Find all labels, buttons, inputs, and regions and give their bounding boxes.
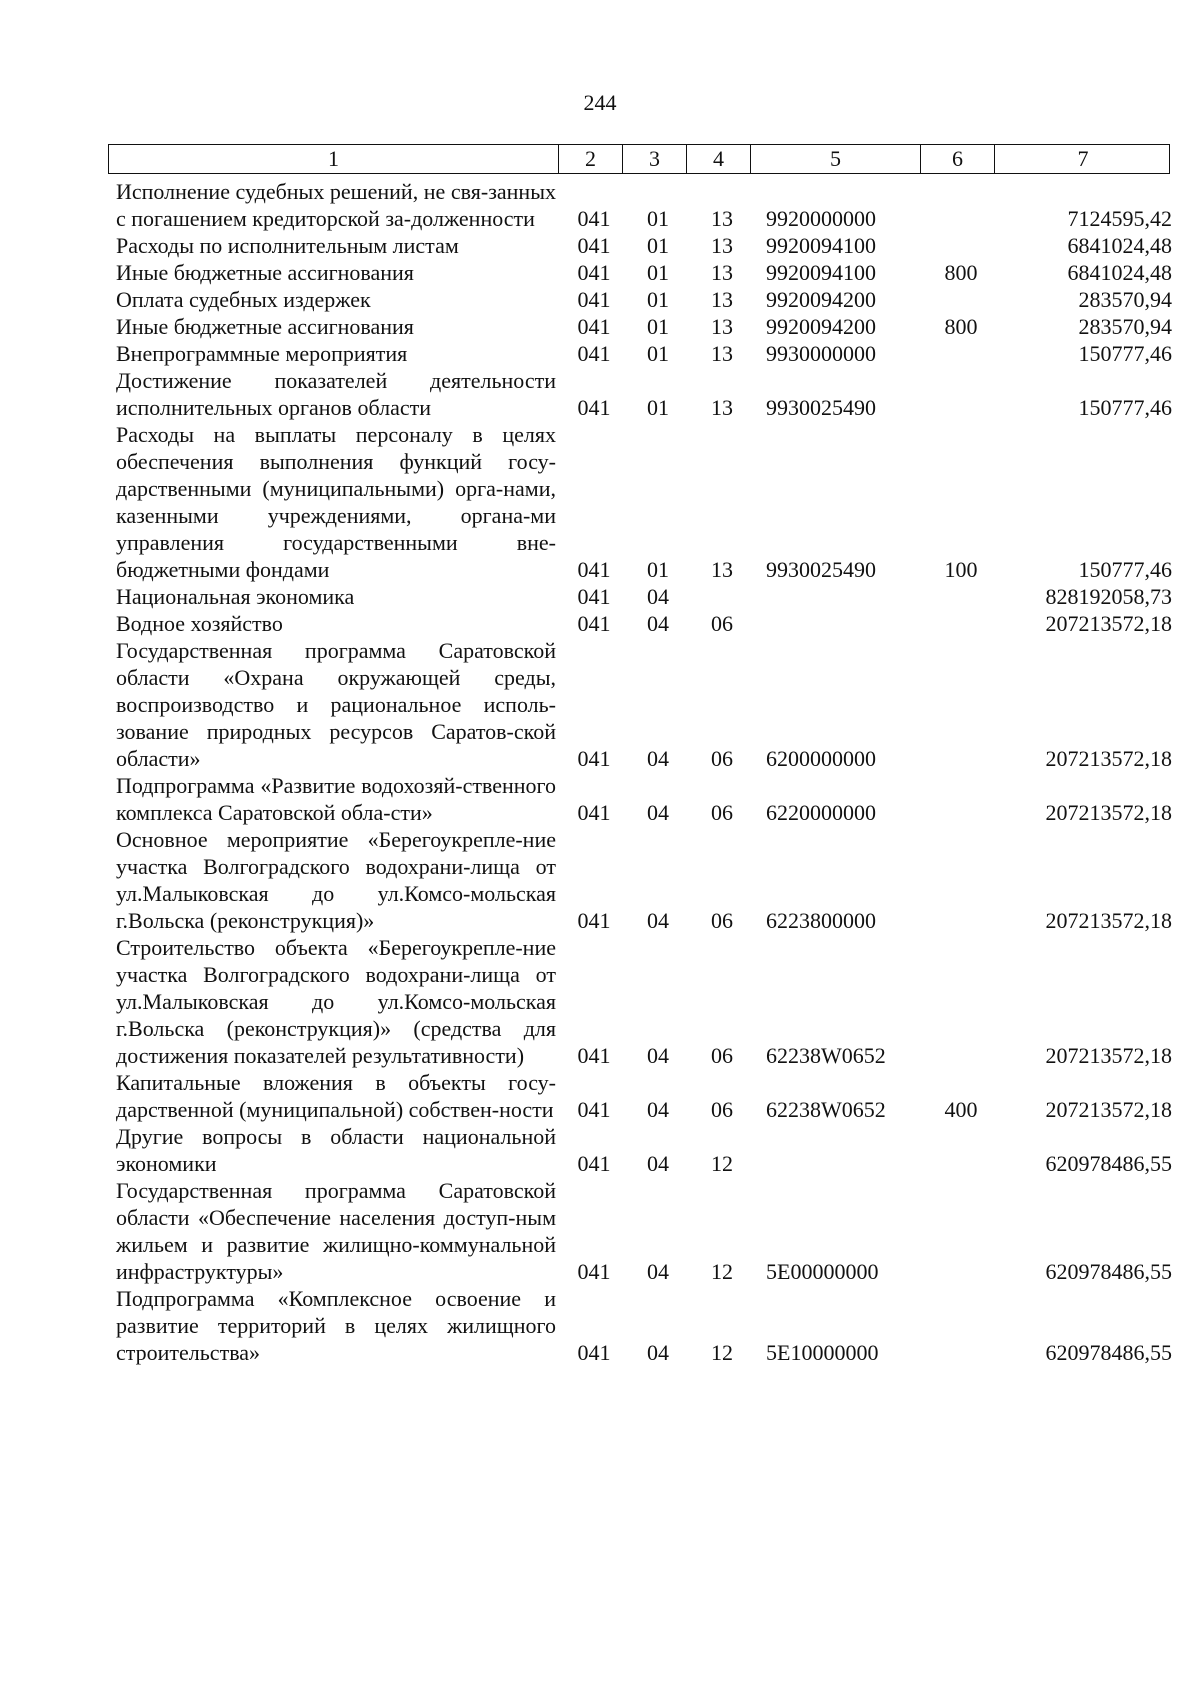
table-row bbox=[116, 232, 1176, 259]
row-subsection-code: 12 bbox=[711, 1340, 733, 1365]
row-subsection-code: 06 bbox=[711, 908, 733, 933]
row-subsection-code: 13 bbox=[711, 314, 733, 339]
row-subsection-code: 06 bbox=[711, 1043, 733, 1068]
column-header-1: 1 bbox=[109, 145, 559, 173]
row-subsection-code: 13 bbox=[711, 206, 733, 231]
table-row bbox=[116, 367, 1176, 421]
row-name: Государственная программа Саратовской области «Обеспечение населения доступ-ным жильем и развитие жилищно-коммунальной инфраструктуры» bbox=[116, 1178, 556, 1284]
row-name: Подпрограмма «Комплексное освоение и развитие территорий в целях жилищного строительства» bbox=[116, 1286, 556, 1365]
row-amount: 828192058,73 bbox=[1045, 584, 1172, 609]
row-section-code: 01 bbox=[647, 287, 669, 312]
row-amount: 150777,46 bbox=[1078, 395, 1172, 420]
row-subsection-code: 13 bbox=[711, 233, 733, 258]
row-section-code: 04 bbox=[647, 800, 669, 825]
row-amount: 207213572,18 bbox=[1045, 800, 1172, 825]
row-ved-code: 041 bbox=[577, 395, 611, 420]
row-section-code: 01 bbox=[647, 260, 669, 285]
row-section-code: 04 bbox=[647, 1043, 669, 1068]
table-row bbox=[116, 1123, 1176, 1177]
row-ved-code: 041 bbox=[577, 746, 611, 771]
row-name: Национальная экономика bbox=[116, 584, 355, 609]
row-ved-code: 041 bbox=[577, 260, 611, 285]
table-row bbox=[116, 421, 1176, 583]
row-ved-code: 041 bbox=[577, 908, 611, 933]
row-target-article: 9930000000 bbox=[766, 341, 876, 366]
row-name: Расходы по исполнительным листам bbox=[116, 233, 459, 258]
row-ved-code: 041 bbox=[577, 1097, 611, 1122]
row-subsection-code: 06 bbox=[711, 611, 733, 636]
row-subsection-code: 12 bbox=[711, 1151, 733, 1176]
row-target-article: 62238W0652 bbox=[766, 1097, 886, 1122]
row-target-article: 9920094100 bbox=[766, 260, 876, 285]
row-amount: 207213572,18 bbox=[1045, 1097, 1172, 1122]
row-amount: 150777,46 bbox=[1078, 557, 1172, 582]
row-amount: 620978486,55 bbox=[1045, 1151, 1172, 1176]
table-row bbox=[116, 259, 1176, 286]
table-row bbox=[116, 583, 1176, 610]
row-name: Основное мероприятие «Берегоукрепле-ние участка Волгоградского водохрани-лища от ул.Малыковская до ул.Комсо-мольская г.Вольска (реконструкция)» bbox=[116, 827, 556, 933]
row-name: Капитальные вложения в объекты госу-дарственной (муниципальной) собствен-ности bbox=[116, 1070, 556, 1122]
row-target-article: 9920094100 bbox=[766, 233, 876, 258]
row-subsection-code: 12 bbox=[711, 1259, 733, 1284]
row-subsection-code: 06 bbox=[711, 800, 733, 825]
table-row bbox=[116, 934, 1176, 1069]
row-section-code: 04 bbox=[647, 611, 669, 636]
row-name: Иные бюджетные ассигнования bbox=[116, 314, 414, 339]
row-ved-code: 041 bbox=[577, 287, 611, 312]
row-expense-type: 800 bbox=[944, 314, 978, 339]
row-amount: 6841024,48 bbox=[1067, 260, 1172, 285]
row-ved-code: 041 bbox=[577, 206, 611, 231]
row-name: Исполнение судебных решений, не свя-занных с погашением кредиторской за-долженности bbox=[116, 179, 556, 231]
row-section-code: 04 bbox=[647, 1097, 669, 1122]
table-row bbox=[116, 772, 1176, 826]
row-section-code: 04 bbox=[647, 1340, 669, 1365]
row-name: Строительство объекта «Берегоукрепле-ние участка Волгоградского водохрани-лища от ул.Малыковская до ул.Комсо-мольская г.Вольска (реконструкция)» (средства для достижения показателей результативности) bbox=[116, 935, 556, 1068]
row-ved-code: 041 bbox=[577, 341, 611, 366]
table-row bbox=[116, 313, 1176, 340]
row-amount: 283570,94 bbox=[1078, 314, 1172, 339]
row-target-article: 5Е00000000 bbox=[766, 1259, 879, 1284]
row-section-code: 04 bbox=[647, 1259, 669, 1284]
row-section-code: 01 bbox=[647, 233, 669, 258]
row-amount: 207213572,18 bbox=[1045, 1043, 1172, 1068]
page-number: 244 bbox=[583, 90, 617, 115]
column-header-5: 5 bbox=[751, 145, 921, 173]
column-header-6: 6 bbox=[921, 145, 995, 173]
row-subsection-code: 06 bbox=[711, 746, 733, 771]
row-name: Оплата судебных издержек bbox=[116, 287, 371, 312]
table-row bbox=[116, 340, 1176, 367]
table-body bbox=[116, 178, 1176, 1366]
row-name: Расходы на выплаты персоналу в целях обеспечения выполнения функций госу-дарственными (муниципальными) орга-нами, казенными учреждениями, органа-ми управления государственными вне-бюджетными фондами bbox=[116, 422, 556, 582]
row-name: Внепрограммные мероприятия bbox=[116, 341, 408, 366]
row-target-article: 9930025490 bbox=[766, 395, 876, 420]
table-row bbox=[116, 826, 1176, 934]
table-row bbox=[116, 1069, 1176, 1123]
row-section-code: 04 bbox=[647, 746, 669, 771]
row-target-article: 62238W0652 bbox=[766, 1043, 886, 1068]
row-subsection-code: 13 bbox=[711, 395, 733, 420]
row-ved-code: 041 bbox=[577, 1151, 611, 1176]
row-ved-code: 041 bbox=[577, 314, 611, 339]
column-header-3: 3 bbox=[623, 145, 687, 173]
row-target-article: 5Е10000000 bbox=[766, 1340, 879, 1365]
row-section-code: 04 bbox=[647, 584, 669, 609]
row-target-article: 9920094200 bbox=[766, 287, 876, 312]
row-ved-code: 041 bbox=[577, 557, 611, 582]
row-ved-code: 041 bbox=[577, 1043, 611, 1068]
row-amount: 283570,94 bbox=[1078, 287, 1172, 312]
row-target-article: 9920094200 bbox=[766, 314, 876, 339]
row-amount: 150777,46 bbox=[1078, 341, 1172, 366]
row-section-code: 01 bbox=[647, 557, 669, 582]
table-header bbox=[108, 144, 1170, 174]
column-header-7: 7 bbox=[1077, 146, 1089, 171]
table-row bbox=[116, 637, 1176, 772]
row-name: Государственная программа Саратовской области «Охрана окружающей среды, воспроизводство и рациональное исполь-зование природных ресурсов Саратов-ской области» bbox=[116, 638, 556, 771]
row-ved-code: 041 bbox=[577, 1340, 611, 1365]
row-name: Водное хозяйство bbox=[116, 611, 283, 636]
row-expense-type: 100 bbox=[944, 557, 978, 582]
row-target-article: 9930025490 bbox=[766, 557, 876, 582]
row-section-code: 01 bbox=[647, 341, 669, 366]
row-amount: 620978486,55 bbox=[1045, 1340, 1172, 1365]
row-subsection-code: 13 bbox=[711, 287, 733, 312]
row-ved-code: 041 bbox=[577, 1259, 611, 1284]
row-name: Достижение показателей деятельности исполнительных органов области bbox=[116, 368, 556, 420]
row-section-code: 01 bbox=[647, 206, 669, 231]
row-amount: 6841024,48 bbox=[1067, 233, 1172, 258]
row-subsection-code: 13 bbox=[711, 341, 733, 366]
column-header-4: 4 bbox=[687, 145, 751, 173]
row-name: Другие вопросы в области национальной экономики bbox=[116, 1124, 556, 1176]
row-amount: 207213572,18 bbox=[1045, 908, 1172, 933]
table-row bbox=[116, 1285, 1176, 1366]
row-ved-code: 041 bbox=[577, 233, 611, 258]
row-expense-type: 400 bbox=[944, 1097, 978, 1122]
row-target-article: 9920000000 bbox=[766, 206, 876, 231]
table-row bbox=[116, 178, 1176, 232]
table-row bbox=[116, 1177, 1176, 1285]
row-subsection-code: 13 bbox=[711, 557, 733, 582]
row-subsection-code: 13 bbox=[711, 260, 733, 285]
row-expense-type: 800 bbox=[944, 260, 978, 285]
row-ved-code: 041 bbox=[577, 611, 611, 636]
row-target-article: 6220000000 bbox=[766, 800, 876, 825]
row-amount: 207213572,18 bbox=[1045, 611, 1172, 636]
row-section-code: 01 bbox=[647, 314, 669, 339]
row-amount: 7124595,42 bbox=[1067, 206, 1172, 231]
row-name: Иные бюджетные ассигнования bbox=[116, 260, 414, 285]
row-section-code: 04 bbox=[647, 1151, 669, 1176]
column-header-2: 2 bbox=[559, 145, 623, 173]
row-amount: 620978486,55 bbox=[1045, 1259, 1172, 1284]
table-row bbox=[116, 610, 1176, 637]
row-amount: 207213572,18 bbox=[1045, 746, 1172, 771]
row-subsection-code: 06 bbox=[711, 1097, 733, 1122]
row-name: Подпрограмма «Развитие водохозяй-ственного комплекса Саратовской обла-сти» bbox=[116, 773, 556, 825]
row-ved-code: 041 bbox=[577, 584, 611, 609]
row-section-code: 01 bbox=[647, 395, 669, 420]
row-target-article: 6223800000 bbox=[766, 908, 876, 933]
row-section-code: 04 bbox=[647, 908, 669, 933]
row-target-article: 6200000000 bbox=[766, 746, 876, 771]
table-row bbox=[116, 286, 1176, 313]
row-ved-code: 041 bbox=[577, 800, 611, 825]
